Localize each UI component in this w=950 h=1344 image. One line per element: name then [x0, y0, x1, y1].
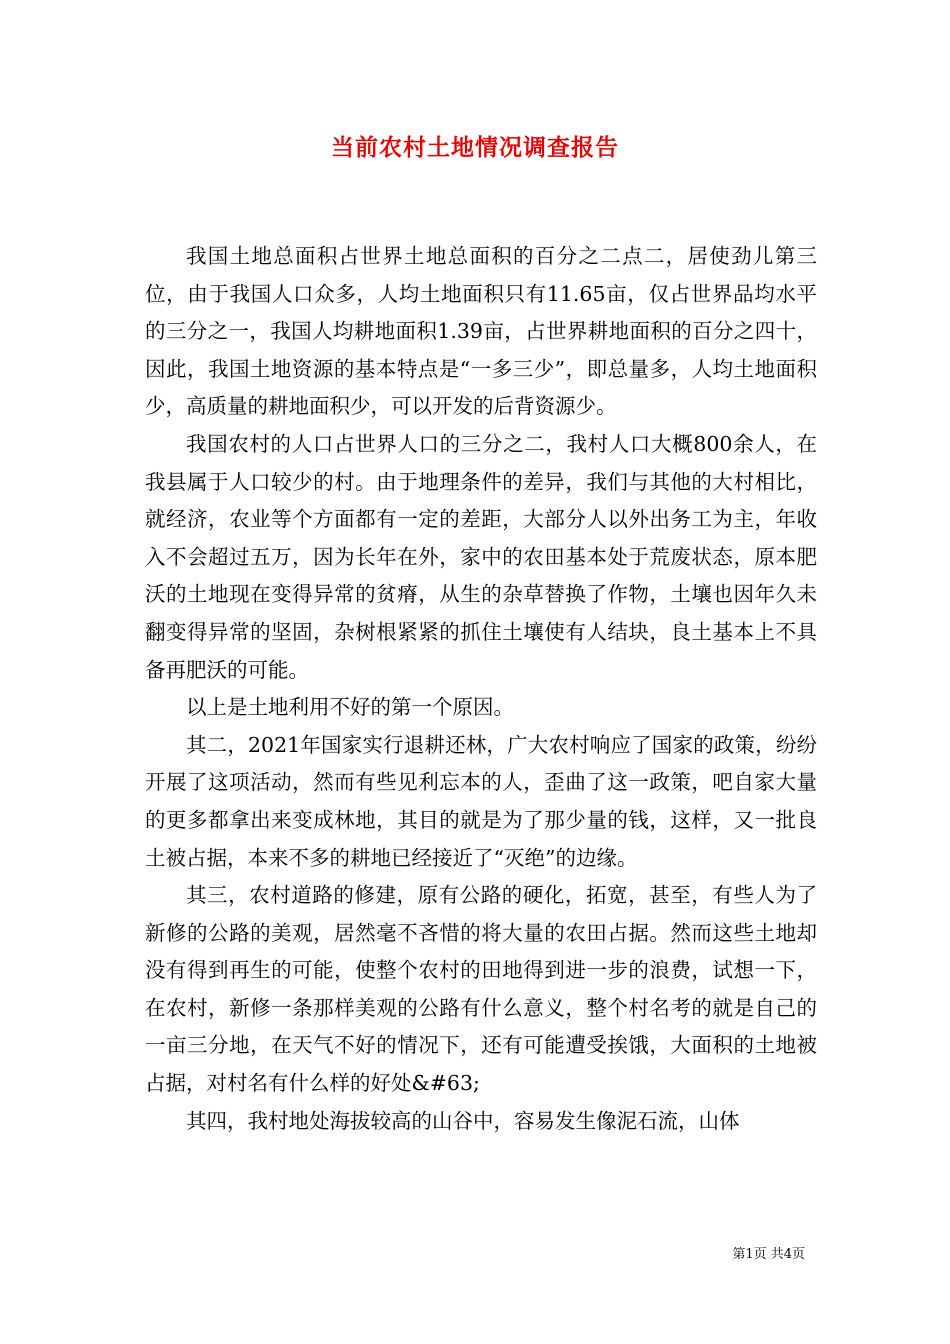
paragraph-2: 我国农村的人口占世界人口的三分之二，我村人口大概800余人，在我县属于人口较少的村。由于地理条件的差异，我们与其他的大村相比，就经济，农业等个方面都有一定的差距，大部分人以外出务工为主，年收入不会超过五万，因为长年在外，家中的农田基本处于荒废状态，原本肥沃的土地现在变得异常的贫瘠，从生的杂草替换了作物，土壤也因年久未翻变得异常的坚固，杂树根紧紧的抓住土壤使有人结块，良土基本上不具备再肥沃的可能。 — [145, 431, 817, 682]
paragraph-6: 其四，我村地处海拔较高的山谷中，容易发生像泥石流，山体 — [186, 1108, 740, 1133]
document-body — [145, 238, 817, 1140]
page-number-footer: 第1页 共4页 — [732, 1247, 805, 1262]
paragraph-5: 其三，农村道路的修建，原有公路的硬化，拓宽，甚至，有些人为了新修的公路的美观，居然毫不吝惜的将大量的农田占据。然而这些土地却没有得到再生的可能，使整个农村的田地得到进一步的浪费，试想一下，在农村，新修一条那样美观的公路有什么意义，整个村名考的就是自己的一亩三分地，在天气不好的情况下，还有可能遭受挨饿，大面积的土地被占据，对村名有什么样的好处&#63; — [145, 883, 817, 1096]
paragraph-1: 我国土地总面积占世界土地总面积的百分之二点二，居使劲儿第三位，由于我国人口众多，人均土地面积只有11.65亩，仅占世界品均水平的三分之一，我国人均耕地面积1.39亩，占世界耕地面积的百分之四十，因此，我国土地资源的基本特点是“一多三少”，即总量多，人均土地面积少，高质量的耕地面积少，可以开发的后背资源少。 — [145, 244, 817, 419]
paragraph-4: 其二，2021年国家实行退耕还林，广大农村响应了国家的政策，纷纷开展了这项活动，然而有些见利忘本的人，歪曲了这一政策，吧自家大量的更多都拿出来变成林地，其目的就是为了那少量的钱，这样，又一批良土被占据，本来不多的耕地已经接近了“灭绝”的边缘。 — [145, 732, 817, 870]
document-title: 当前农村土地情况调查报告 — [331, 134, 619, 161]
paragraph-3: 以上是土地利用不好的第一个原因。 — [186, 695, 514, 720]
